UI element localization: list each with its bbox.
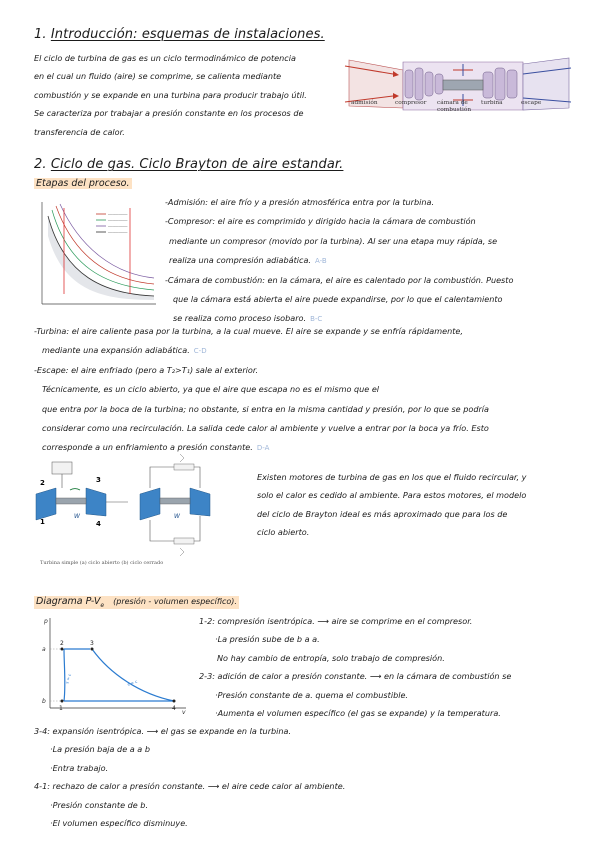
stages-right-column (165, 193, 517, 329)
svg-text:1: 1 (40, 518, 45, 526)
pv-line: ·El volumen específico disminuye. (50, 818, 188, 829)
section-1-heading (34, 27, 325, 42)
pv-line: No hay cambio de entropía, solo trabajo de compresión. (217, 652, 445, 663)
svg-text:2: 2 (40, 479, 45, 487)
axis-p-label: p (44, 618, 48, 625)
pv-title-sub: e (100, 601, 105, 609)
cycle-figure-caption: Turbina simple (a) ciclo abierto (b) ciclo cerrado (40, 560, 164, 566)
section-1-paragraph (34, 49, 307, 141)
pv-line: ·Presión constante de b. (50, 799, 149, 810)
section-1-title: Introducción: esquemas de instalaciones. (50, 27, 325, 42)
stage-line-admision: -Admisión: el aire frío y a presión atmosférica entra por la turbina. (165, 197, 435, 207)
open-closed-cycle-figure (34, 452, 244, 570)
label-b: b (42, 698, 46, 705)
pv-line: 2-3: adición de calor a presión constante. ⟶ en la cámara de combustión se (199, 671, 512, 682)
section-2-subtitle: Etapas del proceso. (36, 178, 130, 189)
process-tag: C-D (193, 347, 207, 356)
axis-v-label: v (182, 709, 186, 714)
closed-cycle-paragraph (257, 468, 526, 542)
svg-text:─────────: ───────── (108, 218, 128, 223)
section-2-heading (34, 157, 343, 172)
process-tag: D-A (256, 444, 270, 453)
text-line: solo el calor es cedido al ambiente. Para estos motores, el modelo (257, 490, 527, 501)
stage-line-escape: -Escape: el aire enfriado (pero a T₂>T₁) sale al exterior. (34, 364, 259, 375)
stage-line: mediante un compresor (movido por la turbina). Al ser una etapa muy rápida, se (169, 235, 498, 246)
section-2-title: Ciclo de gas. Ciclo Brayton de aire estandar. (50, 157, 344, 172)
pv-right-column (199, 612, 511, 722)
pv-line: 3-4: expansión isentrópica. ⟶ el gas se expande en la turbina. (34, 726, 292, 736)
text-line: transferencia de calor. (34, 126, 125, 137)
text-line: del ciclo de Brayton ideal es más aproximado que para los de (257, 508, 508, 519)
pv-diagram-heading (34, 596, 239, 609)
process-tag: A-B (315, 257, 327, 266)
stage-line: realiza una compresión adiabática. A-B (169, 255, 327, 266)
text-line: Se caracteriza por trabajar a presión constante en los procesos de (34, 108, 304, 119)
label-admision: admisión (351, 100, 378, 106)
stage-line: que la cámara está abierta el aire puede expandirse, por lo que el calentamiento (173, 294, 503, 305)
svg-text:s = c: s = c (126, 678, 138, 687)
stage-line: considerar como una recirculación. La salida cede calor al ambiente y vuelve a entrar por la boca ya frío. Esto (42, 423, 489, 434)
stage-line: Técnicamente, es un ciclo abierto, ya que el aire que escapa no es el mismo que el (42, 384, 380, 395)
svg-text:s = c: s = c (64, 673, 73, 685)
svg-text:W: W (74, 513, 80, 520)
label-escape: escape (521, 100, 542, 106)
svg-text:─────────: ───────── (108, 230, 128, 235)
text-line: combustión y se expande en una turbina para producir trabajo útil. (34, 89, 307, 100)
stage-line: que entra por la boca de la turbina; no obstante, si entra en la misma cantidad y presión, por lo que se podría (42, 403, 490, 414)
engine-figure-labels (349, 100, 575, 122)
stage-line: mediante una expansión adiabática. C-D (42, 345, 207, 356)
svg-text:3: 3 (96, 476, 101, 484)
stages-full-width (34, 322, 493, 458)
process-tag: B-C (310, 315, 323, 324)
stage-line-camara: -Cámara de combustión: en la cámara, el aire es calentado por la combustión. Puesto (165, 274, 514, 285)
text-line: en el cual un fluido (aire) se comprime, se calienta mediante (34, 71, 282, 82)
pv-line: ·La presión baja de a a b (50, 744, 150, 755)
svg-text:4: 4 (96, 520, 101, 528)
pv-line: ·Entra trabajo. (50, 762, 109, 773)
text-line: ciclo abierto. (257, 527, 310, 538)
pv-diagram (40, 614, 190, 714)
pv-line: 1-2: compresión isentrópica. ⟶ aire se comprime en el compresor. (199, 616, 473, 626)
stage-line-turbina: -Turbina: el aire caliente pasa por la turbina, a la cual mueve. El aire se expande y se enfría rápidamente, (34, 326, 463, 336)
label-camara: cámara de combustión (437, 100, 472, 113)
pv-title-rest: (presión - volumen específico). (113, 597, 237, 606)
pv-title: Diagrama P-V (36, 596, 101, 607)
section-2-number: 2. (34, 157, 47, 172)
svg-text:─────────: ───────── (108, 224, 128, 229)
text-line: El ciclo de turbina de gas es un ciclo termodinámico de potencia (34, 53, 296, 63)
pv-line: ·Presión constante de a. quema el combustible. (215, 689, 409, 700)
pv-line: ·Aumenta el volumen específico (el gas se expande) y la temperatura. (215, 708, 501, 719)
label-turbina: turbina (481, 100, 503, 106)
pv-point-3: 3 (90, 640, 94, 647)
pv-point-2: 2 (60, 640, 64, 647)
pv-line: ·La presión sube de b a a. (215, 634, 320, 645)
pv-full-width (34, 722, 345, 832)
svg-text:W: W (174, 513, 180, 520)
stage-line: se realiza como proceso isobaro. B-C (173, 313, 323, 324)
stage-line: corresponde a un enfriamiento a presión constante. D-A (42, 442, 270, 453)
text-line: Existen motores de turbina de gas en los que el fluido recircular, y (257, 472, 527, 482)
pv-point-4: 4 (172, 705, 176, 712)
brayton-ts-figure (34, 196, 160, 312)
label-a: a (42, 646, 46, 653)
section-1-number: 1. (34, 27, 47, 42)
pv-line: 4-1: rechazo de calor a presión constante. ⟶ el aire cede calor al ambiente. (34, 781, 346, 792)
stage-line-compresor: -Compresor: el aire es comprimido y dirigido hacia la cámara de combustión (165, 216, 476, 227)
svg-text:─────────: ───────── (108, 212, 128, 217)
pv-point-1: 1 (59, 705, 63, 712)
label-compresor: compresor (395, 100, 427, 106)
